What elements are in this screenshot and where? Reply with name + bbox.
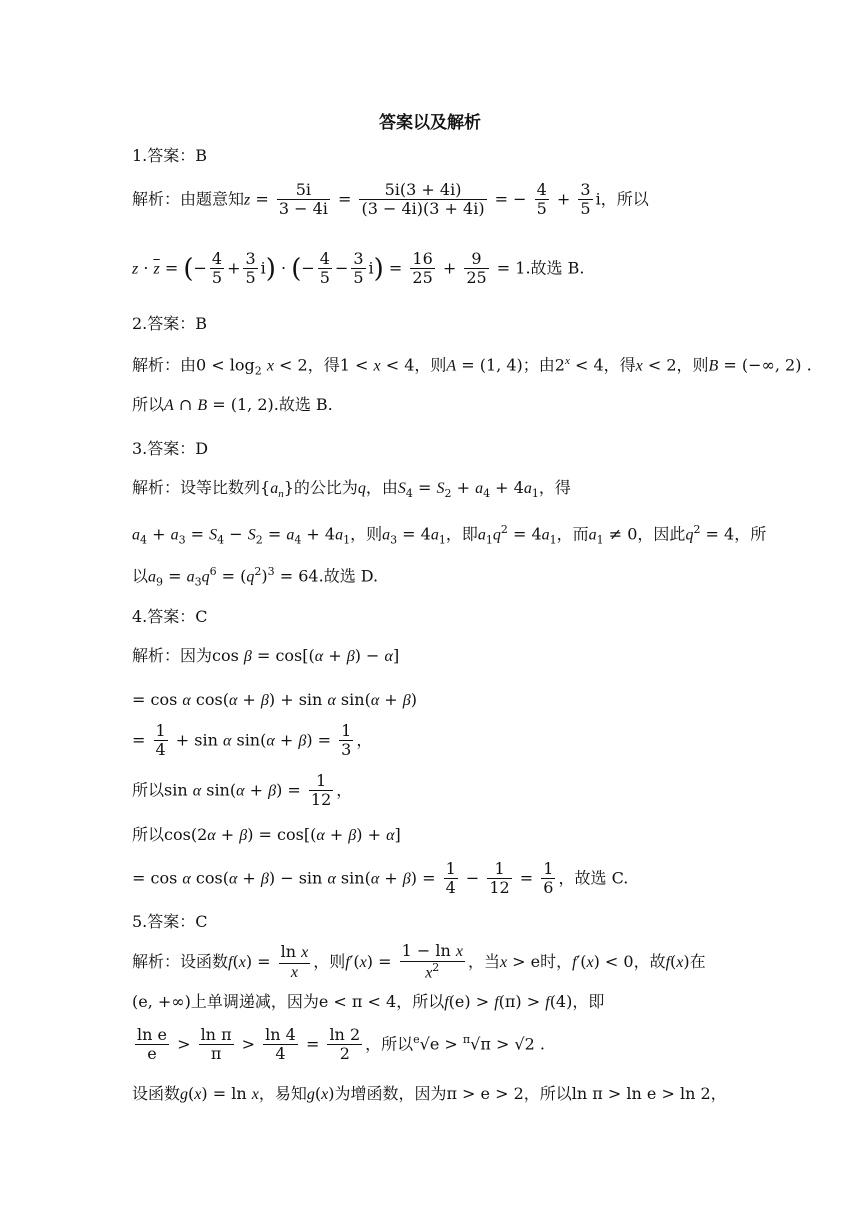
- q3-line-3: 以$a_9 = a_3q^6 = (q^2)^3 = 64$.故选 D.: [132, 565, 379, 589]
- q4-line-1: 解析：因为cos β = cos[(α + β) − α]: [132, 646, 400, 665]
- q4-line-4: 所以sin α sin(α + β) = $\frac{1}{12}$ ，: [132, 771, 353, 810]
- q1-line-1: 解析：由题意知z = $\frac{5i}{3 - 4i}$ = $\frac{5i(3 + 4i)}{(3 - 4i)(3 + 4i)}$ = − $\frac{4}{5}$ + $\frac{3}{5}$ i，所以: [132, 180, 649, 219]
- q5-line-4: 设函数g(x) = ln x，易知g(x)为增函数，因为π > e > 2，所以ln π > ln e > ln 2，: [132, 1084, 727, 1103]
- q4-line-2: = cos α cos(α + β) + sin α sin(α + β): [132, 690, 418, 709]
- answer-1: 1.答案：B: [132, 146, 208, 165]
- q3-line-2: $a_4 + a_3 = S_4 - S_2 = a_4 + 4a_1$，则$a_3 = 4a_1$，即$a_1q^2 = 4a_1$，而$a_1 \ne 0$，因此$q^2 = 4$，所: [132, 523, 767, 547]
- q3-line-1: 解析：设等比数列$\{a_n\}$的公比为q，由$S_4 = S_2 + a_4 + 4a_1$，得: [132, 478, 571, 501]
- q2-line-2: 所以A ∩ B = (1, 2).故选 B.: [132, 395, 333, 414]
- q4-line-5: 所以cos(2α + β) = cos[(α + β) + α]: [132, 825, 401, 844]
- q2-line-1: 解析：由$0 < \log_2 x < 2$，得1 < x < 4，则A = (1, 4)；由$2^x < 4$，得x < 2，则B = (−∞, 2) .: [132, 355, 812, 378]
- q5-line-1: 解析：设函数f(x) = $\frac{\text{ln x}}{x}$ ，则f′(x) = $\frac{\text{1 − ln x}}{x^2}$ ，当x > e时，f′(x) < 0，故f(x)在: [132, 941, 706, 982]
- q4-line-3: = $\frac{1}{4}$ + sin α sin(α + β) = $\frac{1}{3}$ ，: [132, 721, 373, 760]
- q5-line-3: $\frac{\text{ln e}}{e}$ > $\frac{\text{ln π}}{\pi}$ > $\frac{\ln 4}{4}$ = $\frac{\ln 2}{2}$ ，所以$^e$√e > $^\pi$√π > √2 .: [137, 1025, 545, 1064]
- answer-5: 5.答案：C: [132, 912, 208, 931]
- page-title: 答案以及解析: [379, 113, 481, 133]
- answer-2: 2.答案：B: [132, 314, 208, 333]
- q5-line-2: (e, +∞)上单调递减，因为e < π < 4，所以f(e) > f(π) > f(4)，即: [132, 992, 605, 1011]
- answer-3: 3.答案：D: [132, 439, 209, 458]
- q1-line-2: $z \cdot \overline{z}$ = (− $\frac{4}{5}$ + $\frac{3}{5}$ i) · (− $\frac{4}{5}$ − $\frac{3}{5}$ i) = $\frac{16}{25}$ + $\frac{9}{25}$ = 1.故选 B.: [132, 249, 585, 288]
- answer-4: 4.答案：C: [132, 607, 208, 626]
- q4-line-6: = cos α cos(α + β) − sin α sin(α + β) = $\frac{1}{4}$ − $\frac{1}{12}$ = $\frac{1}{6}$ ，故选 C.: [132, 859, 629, 898]
